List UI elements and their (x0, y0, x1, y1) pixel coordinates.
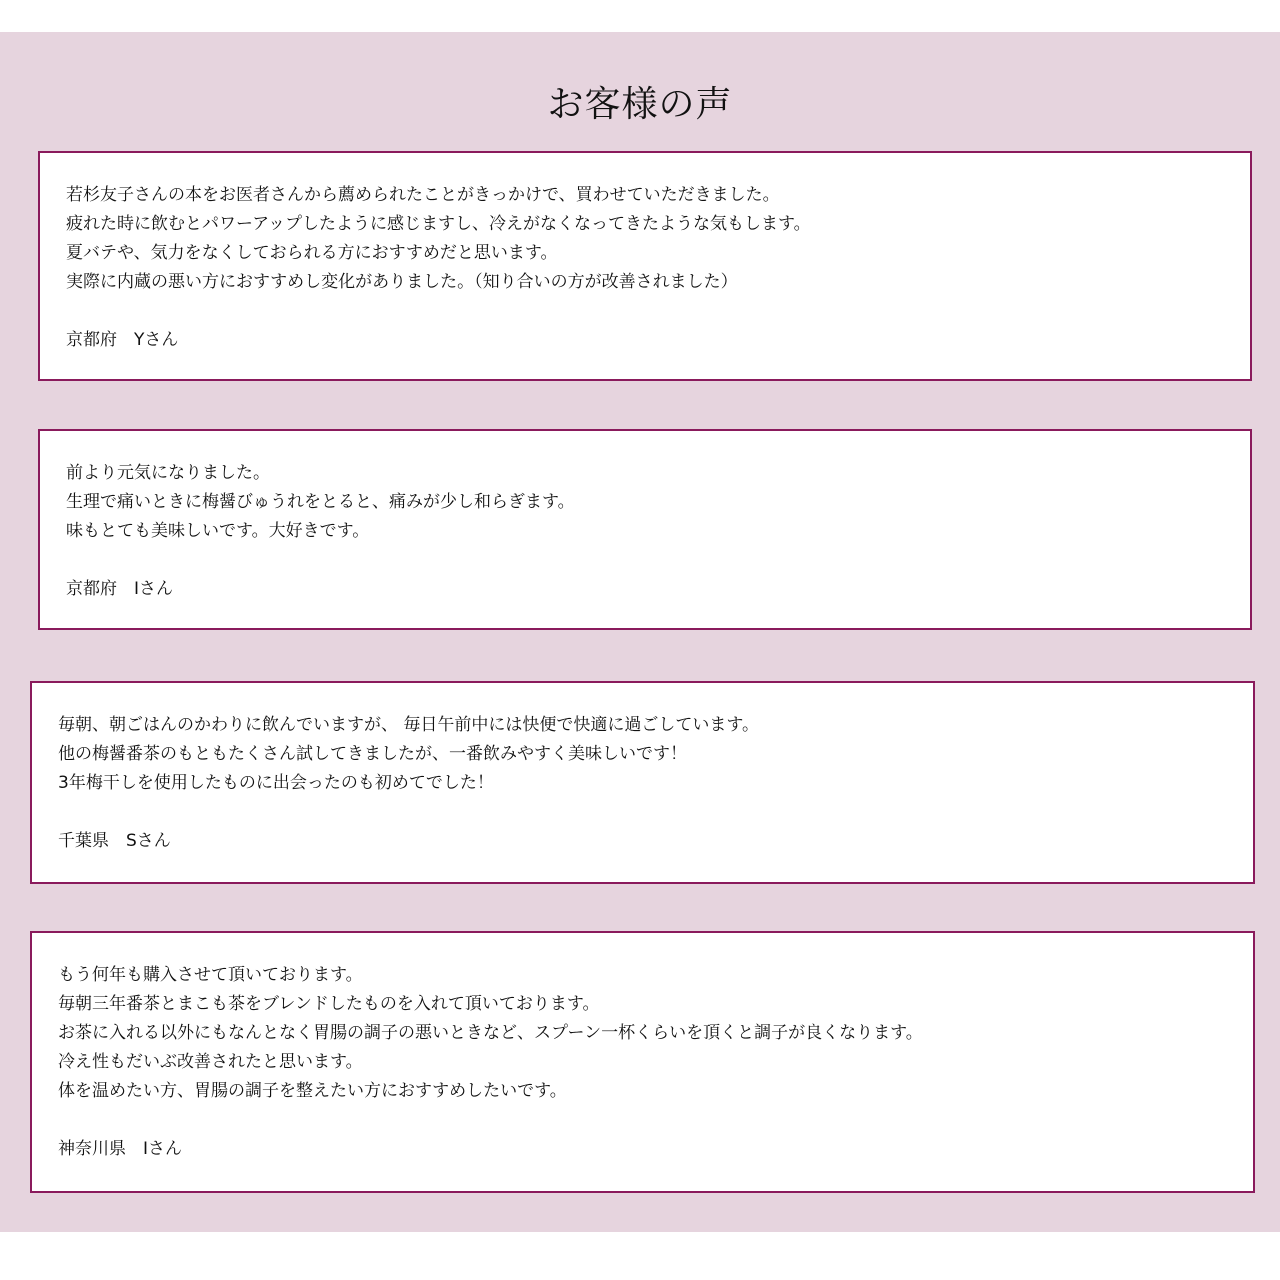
testimonial-line: 若杉友子さんの本をお医者さんから薦められたことがきっかけで、買わせていただきました。 (66, 185, 780, 205)
testimonial-line: 他の梅醤番茶のもともたくさん試してきましたが、一番飲みやすく美味しいです！ (58, 744, 687, 764)
testimonial-line: 3年梅干しを使用したものに出会ったのも初めてでした！ (58, 773, 494, 793)
testimonial-card (30, 681, 1255, 884)
testimonial-line: 体を温めたい方、胃腸の調子を整えたい方におすすめしたいです。 (58, 1081, 567, 1101)
testimonial-author: 千葉県 Sさん (58, 831, 171, 851)
testimonial-line: お茶に入れる以外にもなんとなく胃腸の調子の悪いときなど、スプーン一杯くらいを頂くと調子が良くなります。 (58, 1023, 923, 1043)
testimonial-card (38, 429, 1252, 630)
testimonial-line: 夏バテや、気力をなくしておられる方におすすめだと思います。 (66, 243, 558, 263)
testimonial-line: 生理で痛いときに梅醤びゅうれをとると、痛みが少し和らぎます。 (66, 492, 575, 512)
section-title: お客様の声 (547, 84, 733, 125)
testimonial-author: 神奈川県 Iさん (58, 1139, 183, 1159)
testimonial-line: 毎朝、朝ごはんのかわりに飲んでいますが、 毎日午前中には快便で快適に過ごしています。 (58, 715, 760, 735)
testimonial-line: 疲れた時に飲むとパワーアップしたように感じますし、冷えがなくなってきたような気もします。 (66, 214, 811, 234)
testimonial-line: 前より元気になりました。 (66, 463, 270, 483)
testimonial-author: 京都府 Iさん (66, 579, 174, 599)
testimonial-line: 味もとても美味しいです。大好きです。 (66, 521, 370, 541)
testimonial-line: 冷え性もだいぶ改善されたと思います。 (58, 1052, 363, 1072)
testimonial-line: 実際に内蔵の悪い方におすすめし変化がありました。（知り合いの方が改善されました） (66, 272, 738, 292)
testimonial-card (30, 931, 1255, 1193)
testimonial-line: 毎朝三年番茶とまこも茶をブレンドしたものを入れて頂いております。 (58, 994, 600, 1014)
testimonial-line: もう何年も購入させて頂いております。 (58, 965, 363, 985)
testimonial-author: 京都府 Yさん (66, 330, 179, 350)
testimonial-card (38, 151, 1252, 381)
